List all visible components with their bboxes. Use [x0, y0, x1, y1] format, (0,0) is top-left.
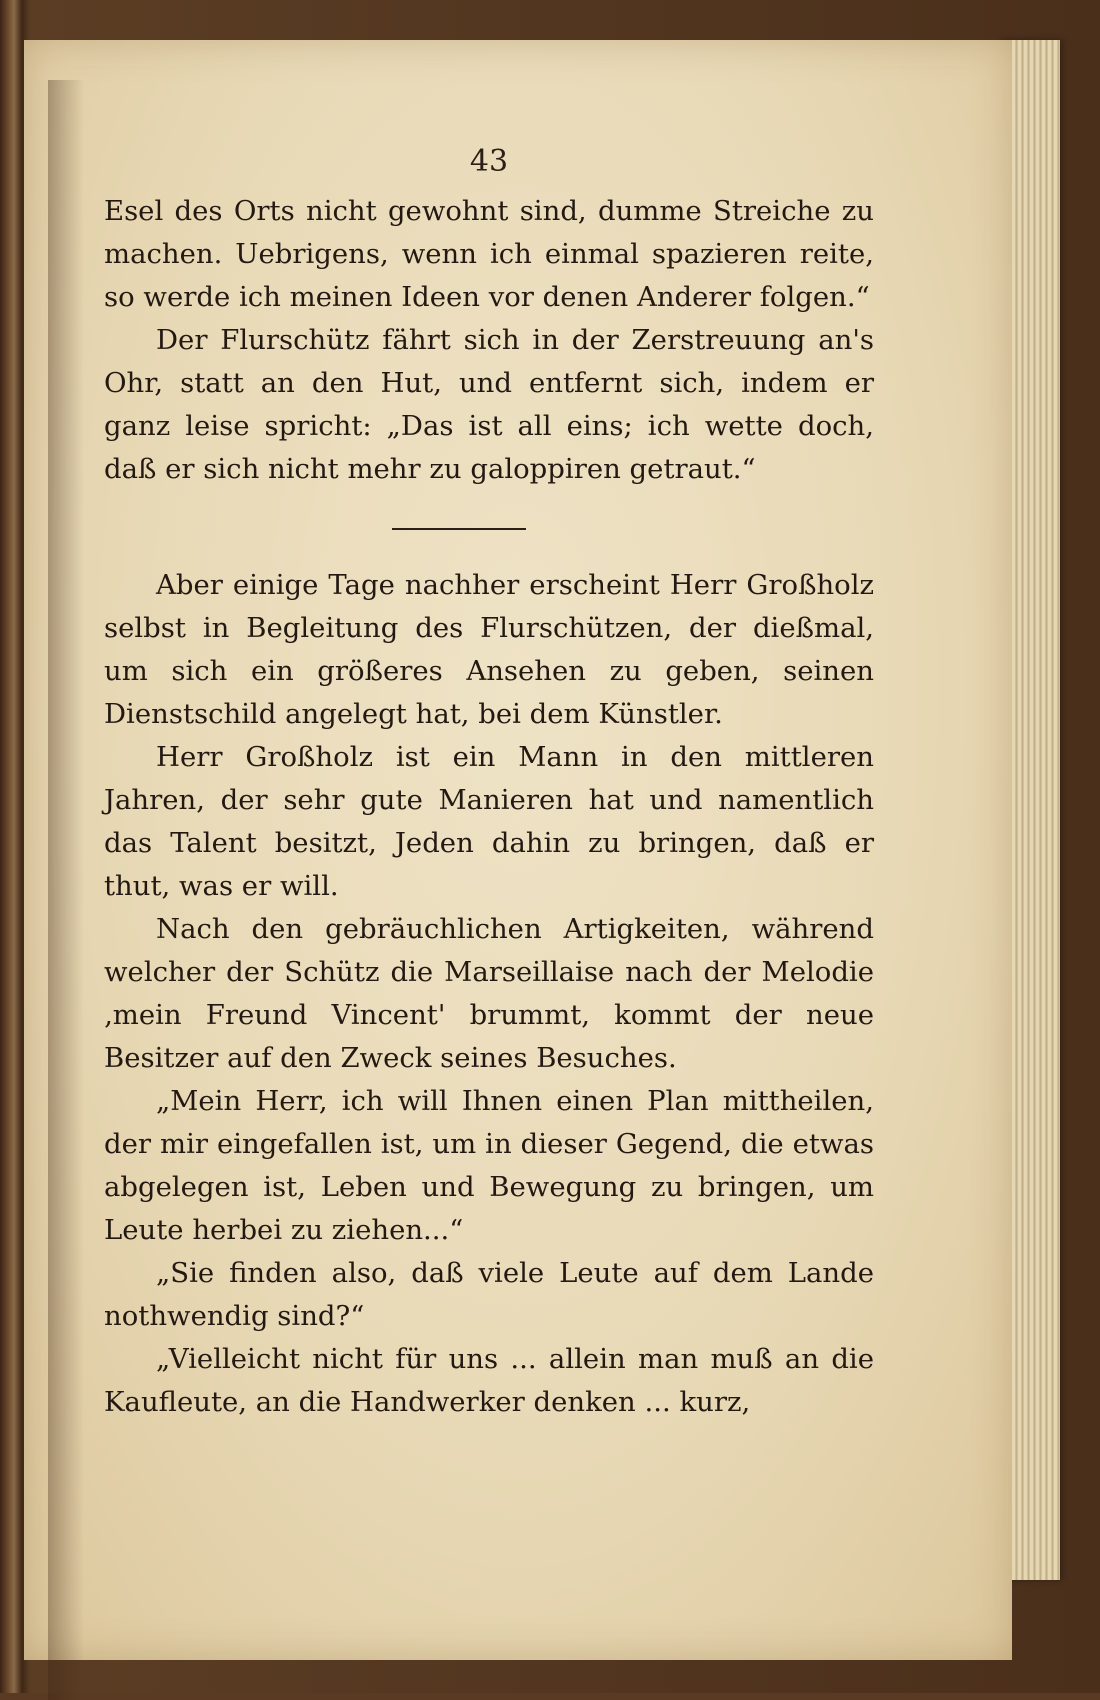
paragraph-3: Aber einige Tage nachher erscheint Herr Großholz selbst in Begleitung des Flurschützen, der dießmal, um sich ein größeres Ansehen zu geben, seinen Dienstschild angelegt hat, bei dem Künstler. — [104, 569, 874, 730]
paragraph-7: „Sie finden also, daß viele Leute auf dem Lande nothwendig sind?“ — [104, 1257, 874, 1332]
paragraph-8: „Vielleicht nicht für uns ... allein man muß an die Kaufleute, an die Handwerker denken ... kurz, — [104, 1343, 874, 1418]
spine-shadow — [48, 80, 84, 1700]
section-gap — [104, 530, 874, 564]
page-text — [104, 190, 874, 1424]
paragraph-1: Esel des Orts nicht gewohnt sind, dumme Streiche zu machen. Uebrigens, wenn ich einmal spazieren reite, so werde ich meinen Ideen vor denen Anderer folgen.“ — [104, 195, 874, 313]
paragraph-2: Der Flurschütz fährt sich in der Zerstreuung an's Ohr, statt an den Hut, und entfernt sich, indem er ganz leise spricht: „Das ist all eins; ich wette doch, daß er sich nicht mehr zu galoppiren getraut.“ — [104, 324, 874, 485]
paragraph-4: Herr Großholz ist ein Mann in den mittleren Jahren, der sehr gute Manieren hat und namentlich das Talent besitzt, Jeden dahin zu bringen, daß er thut, was er will. — [104, 741, 874, 902]
paragraph-5: Nach den gebräuchlichen Artigkeiten, während welcher der Schütz die Marseillaise nach der Melodie ‚mein Freund Vincent' brummt, kommt der neue Besitzer auf den Zweck seines Besuches. — [104, 913, 874, 1074]
book-page — [24, 40, 1012, 1660]
page-number: 43 — [469, 144, 509, 179]
paragraph-6: „Mein Herr, ich will Ihnen einen Plan mittheilen, der mir eingefallen ist, um in dieser Gegend, die etwas abgelegen ist, Leben und Bewegung zu bringen, um Leute herbei zu ziehen...“ — [104, 1085, 874, 1246]
